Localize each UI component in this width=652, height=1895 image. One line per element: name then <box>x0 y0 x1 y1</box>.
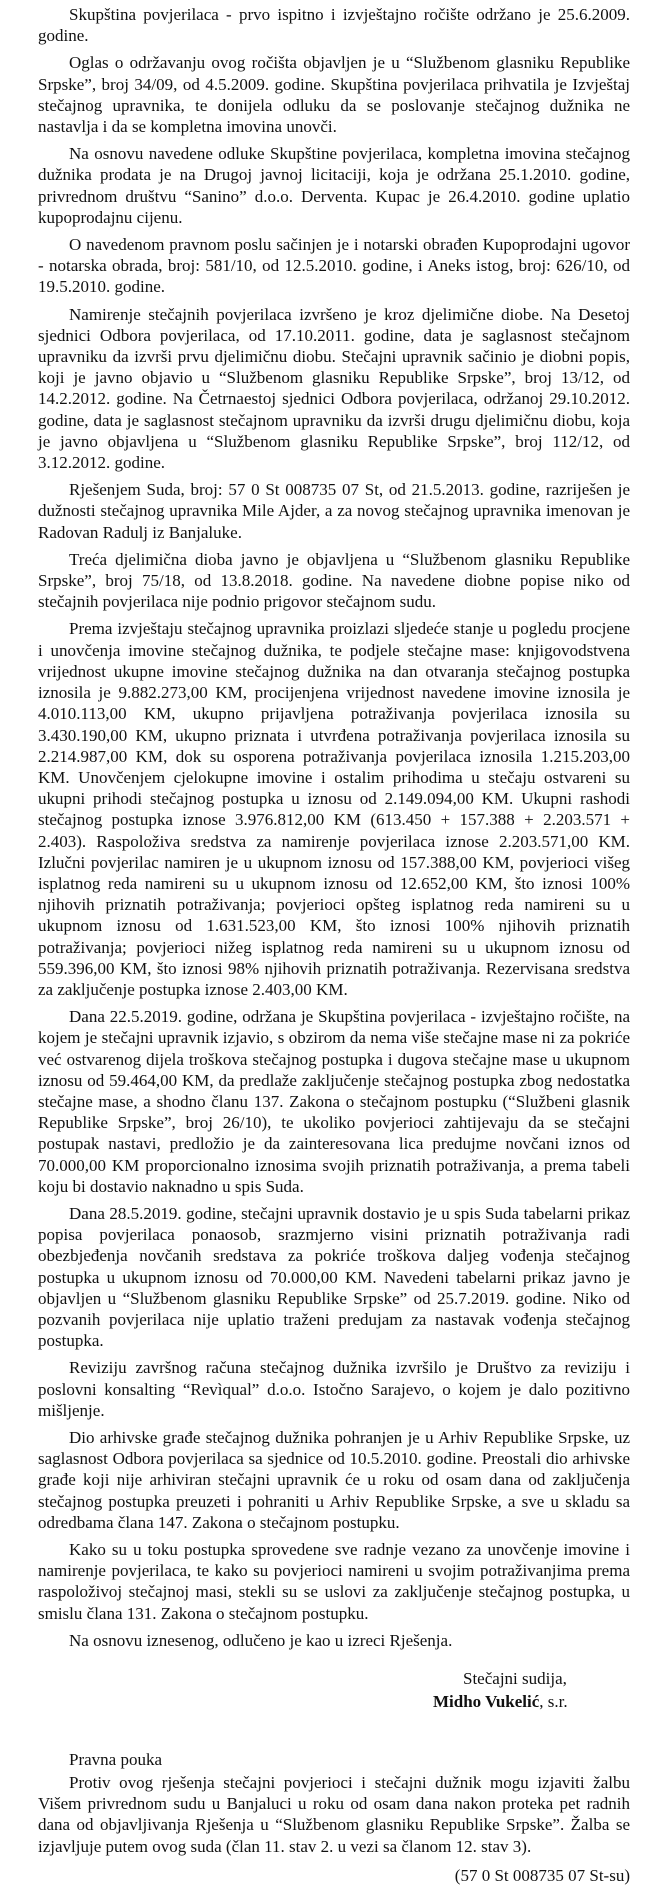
paragraph-9: Dana 22.5.2019. godine, održana je Skupština povjerilaca - izvještajno ročište, na kojem je stečajni upravnik izjavio, s obzirom da nema više stečajne mase ni za pokriće već ostvarenog dijela troškova stečajnog postupka i dugova stečajne mase u ukupnom iznosu od 59.464,00 KM, da predlaže zaključenje stečajnog postupka zbog nedostatka stečajne mase, a shodno članu 137. Zakona o stečajnom postupku (“Službeni glasnik Republike Srpske”, broj 26/10), te ukoliko povjerioci zahtijevaju da se stečajni postupak nastavi, predložio je da zainteresovana lica predujme novčani iznos od 70.000,00 KM proporcionalno iznosima svojih priznatih potraživanja, a prema tabeli koju bi dostavio naknadno u spis Suda. <box>38 1007 630 1196</box>
paragraph-3: Na osnovu navedene odluke Skupštine povjerilaca, kompletna imovina stečajnog dužnika prodata je na Drugoj javnoj licitaciji, koja je održana 25.1.2010. godine, privrednom društvu “Sanino” d.o.o. Derventa. Kupac je 26.4.2010. godine uplatio kupoprodajnu cijenu. <box>38 144 630 227</box>
paragraph-5: Namirenje stečajnih povjerilaca izvršeno je kroz djelimične diobe. Na Desetoj sjednici Odbora povjerilaca, od 17.10.2011. godine, data je saglasnost stečajnom upravniku da izvrši prvu djelimičnu diobu. Stečajni upravnik sačinio je diobni popis, koji je javno objavio u “Službenom glasniku Republike Srpske”, broj 13/12, od 14.2.2012. godine. Na Četrnaestoj sjednici Odbora povjerilaca, održanoj 29.10.2012. godine, data je saglasnost stečajnom upravniku da izvrši drugu djelimičnu diobu, koja je javno objavljena u “Službenom glasniku Republike Srpske”, broj 112/12, od 3.12.2012. godine. <box>38 304 630 473</box>
document-page <box>38 4 630 1887</box>
paragraph-13: Kako su u toku postupka sprovedene sve radnje vezano za unovčenje imovine i namirenje povjerilaca, te kako su povjerioci namireni u svojim potraživanjima prema raspoloživoj stečajnoj masi, stekli su se uslovi za zaključenje stečajnog postupka, u smislu člana 131. Zakona o stečajnom postupku. <box>38 1540 630 1623</box>
paragraph-8: Prema izvještaju stečajnog upravnika proizlazi sljedeće stanje u pogledu procjene i unovčenja imovine stečajnog dužnika, te podjele stečajne mase: knjigovodstvena vrijednost ukupne imovine stečajnog dužnika na dan otvaranja stečajnog postupka iznosila je 9.882.273,00 KM, procijenjena vrijednost navedene imovine iznosila je 4.010.113,00 KM, ukupno prijavljena potraživanja povjerilaca iznosila su 3.430.190,00 KM, ukupno priznata i utvrđena potraživanja povjerilaca iznosila su 2.214.987,00 KM, dok su osporena potraživanja povjerilaca iznosila 1.215.203,00 KM. Unovčenjem cjelokupne imovine i ostalim prihodima u stečaju ostvareni su ukupni prihodi stečajnog postupka u iznosu od 2.149.094,00 KM. Ukupni rashodi stečajnog postupka iznose 3.976.812,00 KM (613.450 + 157.388 + 2.203.571 + 2.403). Raspoloživa sredstva za namirenje povjerilaca iznose 2.203.571,00 KM. Izlučni povjerilac namiren je u ukupnom iznosu od 157.388,00 KM, povjerioci višeg isplatnog reda namireni su u ukupnom iznosu od 12.652,00 KM, što iznosi 100% njihovih priznatih potraživanja; povjerioci opšteg isplatnog reda namireni su u ukupnom iznosu od 1.631.523,00 KM, što iznosi 100% njihovih priznatih potraživanja; povjerioci nižeg isplatnog reda namireni su u ukupnom iznosu od 559.396,00 KM, što iznosi 98% njihovih priznatih potraživanja. Rezervisana sredstva za zaključenje postupka iznose 2.403,00 KM. <box>38 619 630 999</box>
signature-block <box>433 1667 633 1713</box>
paragraph-6: Rješenjem Suda, broj: 57 0 St 008735 07 St, od 21.5.2013. godine, razriješen je dužnosti stečajnog upravnika Mile Ajder, a za novog stečajnog upravnika imenovan je Radovan Radulj iz Banjaluke. <box>38 480 630 542</box>
paragraph-2: Oglas o održavanju ovog ročišta objavljen je u “Službenom glasniku Republike Srpske”, broj 34/09, od 4.5.2009. godine. Skupština povjerilaca prihvatila je Izvještaj stečajnog upravnika, te donijela odluku da se poslovanje stečajnog dužnika ne nastavlja i da se kompletna imovina unovči. <box>38 53 630 137</box>
legal-notice-text: Protiv ovog rješenja stečajni povjerioci i stečajni dužnik mogu izjaviti žalbu Višem privrednom sudu u Banjaluci u roku od osam dana nakon proteka pet radnih dana od objavljivanja Rješenja u “Službenom glasniku Republike Srpske”. Žalba se izjavljuje putem ovog suda (član 11. stav 2. u vezi sa članom 12. stav 3). <box>38 1773 630 1856</box>
signature-name-row <box>433 1690 633 1713</box>
paragraph-4: O navedenom pravnom poslu sačinjen je i notarski obrađen Kupoprodajni ugovor - notarska obrada, broj: 581/10, od 12.5.2010. godine, i Aneks istog, broj: 626/10, od 19.5.2010. godine. <box>38 235 630 297</box>
signature-suffix: , s.r. <box>539 1692 568 1712</box>
paragraph-1: Skupština povjerilaca - prvo ispitno i izvještajno ročište održano je 25.6.2009. godine. <box>38 5 630 46</box>
signature-title: Stečajni sudija, <box>463 1669 567 1689</box>
paragraph-14: Na osnovu iznesenog, odlučeno je kao u izreci Rješenja. <box>69 1630 453 1650</box>
paragraph-11: Reviziju završnog računa stečajnog dužnika izvršilo je Društvo za reviziju i poslovni konsalting “Revìqual” d.o.o. Istočno Sarajevo, o kojem je dalo pozitivno mišljenje. <box>38 1358 630 1420</box>
legal-notice-heading: Pravna pouka <box>69 1750 163 1770</box>
case-number: (57 0 St 008735 07 St-su) <box>454 1865 630 1885</box>
paragraph-10: Dana 28.5.2019. godine, stečajni upravnik dostavio je u spis Suda tabelarni prikaz popisa povjerilaca ponaosob, srazmjerno visini priznatih potraživanja radi obezbjeđenja novčanih sredstava za pokriće troškova daljeg vođenja stečajnog postupka u ukupnom iznosu od 70.000,00 KM. Navedeni tabelarni prikaz javno je objavljen u “Službenom glasniku Republike Srpske” od 25.7.2019. godine. Niko od pozvanih povjerilaca nije uplatio traženi predujam za nastavak vođenja stečajnog postupka. <box>38 1203 630 1351</box>
paragraph-12: Dio arhivske građe stečajnog dužnika pohranjen je u Arhiv Republike Srpske, uz saglasnost Odbora povjerilaca sa sjednice od 10.5.2010. godine. Preostali dio arhivske građe koji nije arhiviran stečajni upravnik će u roku od osam dana od zaključenja stečajnog postupka preuzeti i pohraniti u Arhiv Republike Srpske, a sve u skladu sa odredbama člana 147. Zakona o stečajnom postupku. <box>38 1428 630 1532</box>
paragraph-7: Treća djelimična dioba javno je objavljena u “Službenom glasniku Republike Srpske”, broj 75/18, od 13.8.2018. godine. Na navedene diobne popise niko od stečajnih povjerilaca nije podnio prigovor stečajnom sudu. <box>38 549 630 612</box>
signature-name: Midho Vukelić <box>433 1692 540 1712</box>
